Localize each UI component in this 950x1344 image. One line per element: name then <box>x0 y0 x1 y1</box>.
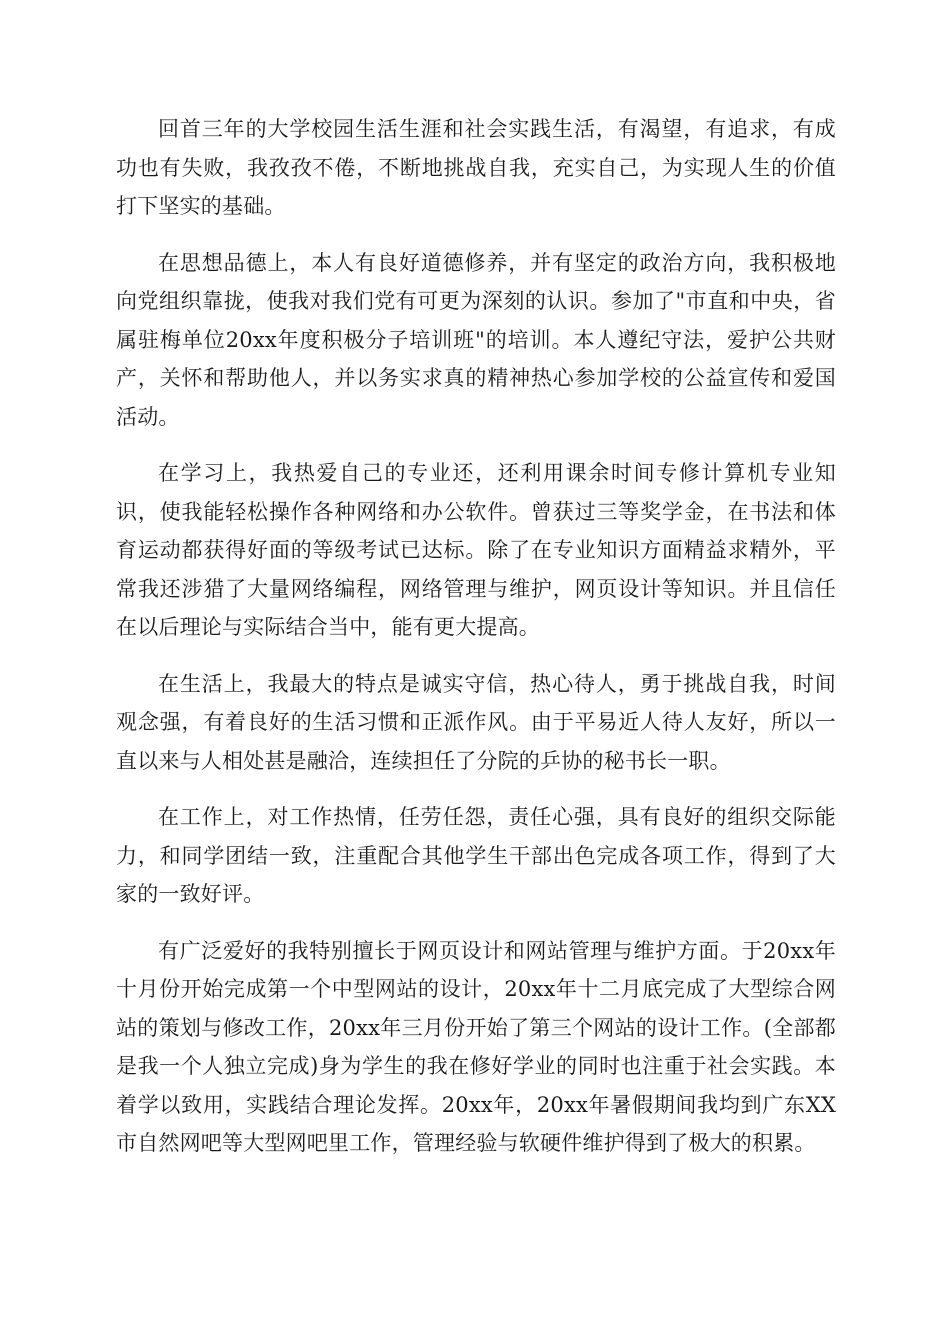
document-body <box>116 110 836 1181</box>
paragraph-study: 在学习上，我热爱自己的专业还，还利用课余时间专修计算机专业知识，使我能轻松操作各种网络和办公软件。曾获过三等奖学金，在书法和体育运动都获得好面的等级考试已达标。除了在专业知识方面精益求精外，平常我还涉猎了大量网络编程，网络管理与维护，网页设计等知识。并且信任在以后理论与实际结合当中，能有更大提高。 <box>116 461 836 639</box>
paragraph-life: 在生活上，我最大的特点是诚实守信，热心待人，勇于挑战自我，时间观念强，有着良好的生活习惯和正派作风。由于平易近人待人友好，所以一直以来与人相处甚是融洽，连续担任了分院的乒协的秘书长一职。 <box>116 671 836 773</box>
paragraph-moral: 在思想品德上，本人有良好道德修养，并有坚定的政治方向，我积极地向党组织靠拢，使我对我们党有可更为深刻的认识。参加了"市直和中央，省属驻梅单位20xx年度积极分子培训班"的培训。本人遵纪守法，爱护公共财产，关怀和帮助他人，并以务实求真的精神热心参加学校的公益宣传和爱国活动。 <box>116 250 836 429</box>
paragraph-hobbies: 有广泛爱好的我特别擅长于网页设计和网站管理与维护方面。于20xx年十月份开始完成第一个中型网站的设计，20xx年十二月底完成了大型综合网站的策划与修改工作，20xx年三月份开始了第三个网站的设计工作。(全部都是我一个人独立完成)身为学生的我在修好学业的同时也注重于社会实践。本着学以致用，实践结合理论发挥。20xx年，20xx年暑假期间我均到广东XX市自然网吧等大型网吧里工作，管理经验与软硬件维护得到了极大的积累。 <box>116 938 836 1155</box>
paragraph-work: 在工作上，对工作热情，任劳任怨，责任心强，具有良好的组织交际能力，和同学团结一致，注重配合其他学生干部出色完成各项工作，得到了大家的一致好评。 <box>116 805 836 906</box>
paragraph-intro: 回首三年的大学校园生活生涯和社会实践生活，有渴望，有追求，有成功也有失败，我孜孜不倦，不断地挑战自我，充实自己，为实现人生的价值打下坚实的基础。 <box>116 117 836 218</box>
